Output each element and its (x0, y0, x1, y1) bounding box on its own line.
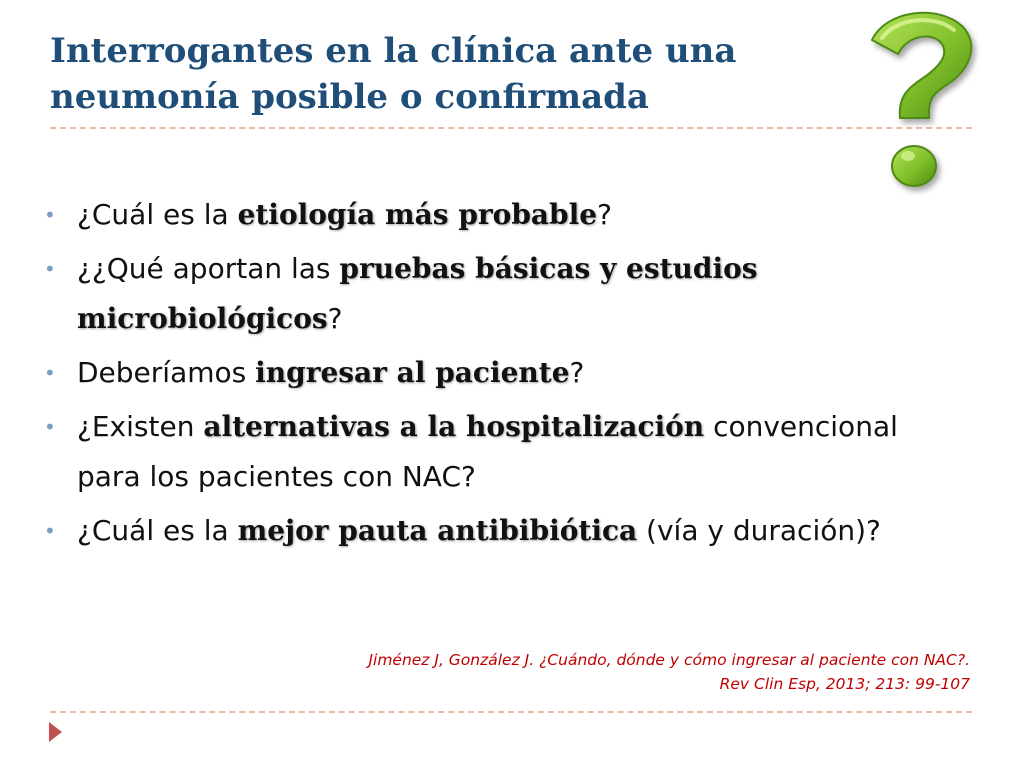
list-item (44, 402, 924, 502)
title-line-1: Interrogantes en la clínica ante una (50, 31, 737, 71)
title-line-2: neumonía posible o confirmada (50, 77, 649, 117)
bullet-text-pre: ¿Cuál es la (77, 198, 238, 231)
bullet-highlight: mejor pauta antibibiótica (237, 514, 638, 547)
bullet-text-pre: ¿¿Qué aportan las (77, 252, 340, 285)
bullet-highlight: alternativas a la hospitalización (203, 410, 705, 443)
slide-title (50, 28, 850, 120)
reference-line-1: Jiménez J, González J. ¿Cuándo, dónde y cómo ingresar al paciente con NAC?. (368, 651, 970, 669)
list-item (44, 348, 924, 398)
bullet-text-post: ? (569, 356, 585, 389)
list-item (44, 506, 924, 556)
bullet-text-pre: ¿Cuál es la (77, 514, 238, 547)
bullet-dot: • (44, 203, 56, 227)
bullet-text-post: ? (327, 302, 343, 335)
question-mark-icon (838, 6, 998, 206)
bullet-text-pre: ¿Existen (77, 410, 204, 443)
bullet-highlight: pruebas básicas y estudios microbiológicos (77, 252, 758, 335)
next-slide-arrow-icon[interactable] (49, 722, 62, 742)
bullet-list (44, 190, 924, 560)
footer-divider (50, 711, 972, 713)
bullet-highlight: etiología más probable (237, 198, 598, 231)
bullet-text-post: ? (597, 198, 612, 231)
bullet-text-pre: Deberíamos (77, 356, 256, 389)
bullet-dot: • (44, 361, 56, 385)
bullet-text-post: convencional para los pacientes con NAC? (77, 410, 898, 493)
list-item (44, 190, 924, 240)
title-divider (50, 127, 972, 129)
reference-line-2: Rev Clin Esp, 2013; 213: 99-107 (719, 675, 970, 693)
bullet-text-post: (vía y duración)? (637, 514, 881, 547)
reference-citation (368, 648, 970, 696)
list-item (44, 244, 924, 344)
bullet-highlight: ingresar al paciente (255, 356, 570, 389)
bullet-dot: • (44, 519, 56, 543)
bullet-dot: • (44, 257, 56, 281)
bullet-dot: • (44, 415, 56, 439)
